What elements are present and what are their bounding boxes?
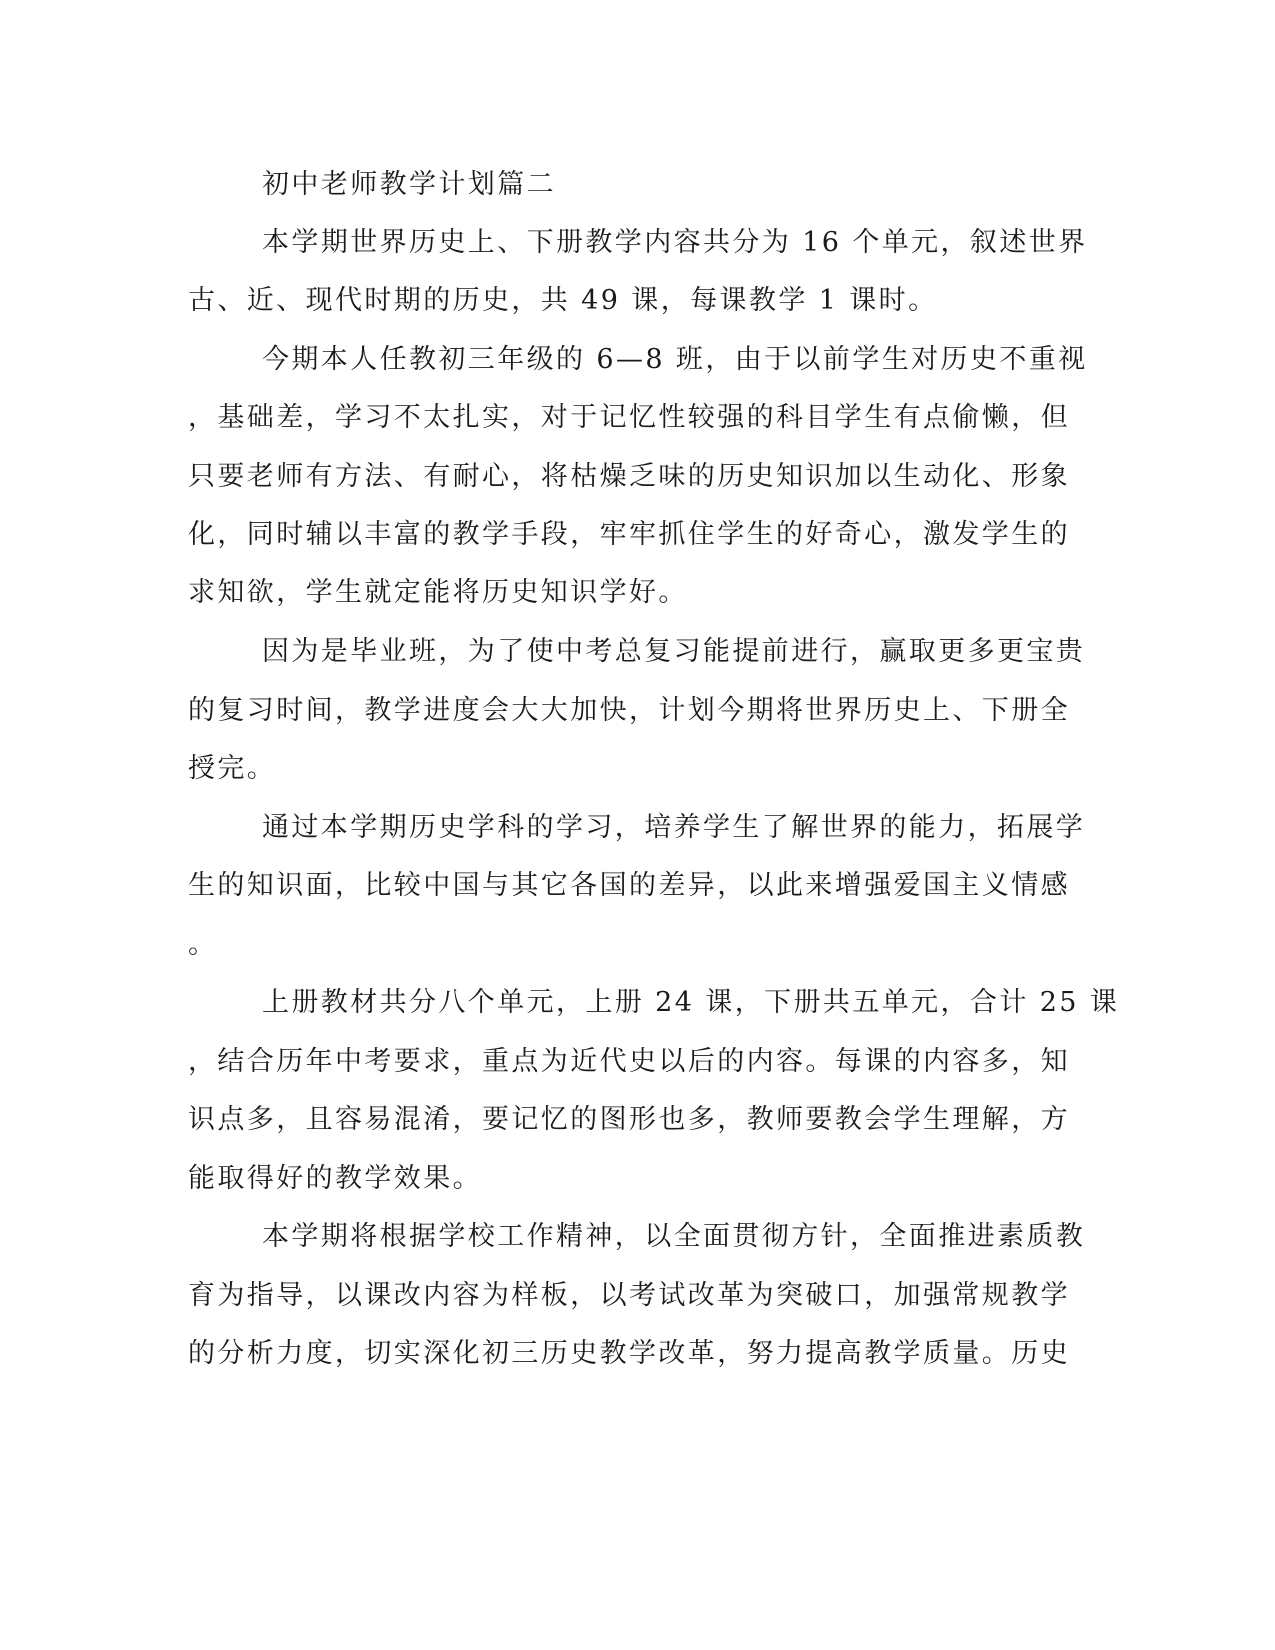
paragraph-line: 识点多，且容易混淆，要记忆的图形也多，教师要教会学生理解，方 — [188, 1104, 1070, 1135]
paragraph-line: 授完。 — [188, 753, 277, 784]
paragraph-line: 通过本学期历史学科的学习，培养学生了解世界的能力，拓展学 — [262, 812, 1086, 843]
paragraph-line: 本学期世界历史上、下册教学内容共分为 16 个单元，叙述世界 — [262, 227, 1088, 258]
paragraph-line: 古、近、现代时期的历史，共 49 课，每课教学 1 课时。 — [188, 285, 938, 316]
paragraph-line: 只要老师有方法、有耐心，将枯燥乏味的历史知识加以生动化、形象 — [188, 461, 1070, 492]
paragraph-line: 求知欲，学生就定能将历史知识学好。 — [188, 577, 688, 608]
paragraph-line: 。 — [188, 929, 218, 960]
paragraph-line: 的分析力度，切实深化初三历史教学改革，努力提高教学质量。历史 — [188, 1338, 1070, 1369]
paragraph-line: 育为指导，以课改内容为样板，以考试改革为突破口，加强常规教学 — [188, 1280, 1070, 1311]
paragraph-line: ，基础差，学习不太扎实，对于记忆性较强的科目学生有点偷懒，但 — [188, 402, 1070, 433]
paragraph-line: 上册教材共分八个单元，上册 24 课，下册共五单元，合计 25 课 — [262, 987, 1120, 1018]
paragraph-line: 因为是毕业班，为了使中考总复习能提前进行，赢取更多更宝贵 — [262, 636, 1086, 667]
paragraph-line: 的复习时间，教学进度会大大加快，计划今期将世界历史上、下册全 — [188, 695, 1070, 726]
paragraph-line: 能取得好的教学效果。 — [188, 1163, 482, 1194]
paragraph-line: 生的知识面，比较中国与其它各国的差异，以此来增强爱国主义情感 — [188, 870, 1070, 901]
paragraph-line: 本学期将根据学校工作精神，以全面贯彻方针，全面推进素质教 — [262, 1221, 1086, 1252]
paragraph-line: ，结合历年中考要求，重点为近代史以后的内容。每课的内容多，知 — [188, 1046, 1070, 1077]
paragraph-line: 今期本人任教初三年级的 6—8 班，由于以前学生对历史不重视 — [262, 344, 1088, 375]
document-title: 初中老师教学计划篇二 — [262, 169, 556, 200]
paragraph-line: 化，同时辅以丰富的教学手段，牢牢抓住学生的好奇心，激发学生的 — [188, 519, 1070, 550]
